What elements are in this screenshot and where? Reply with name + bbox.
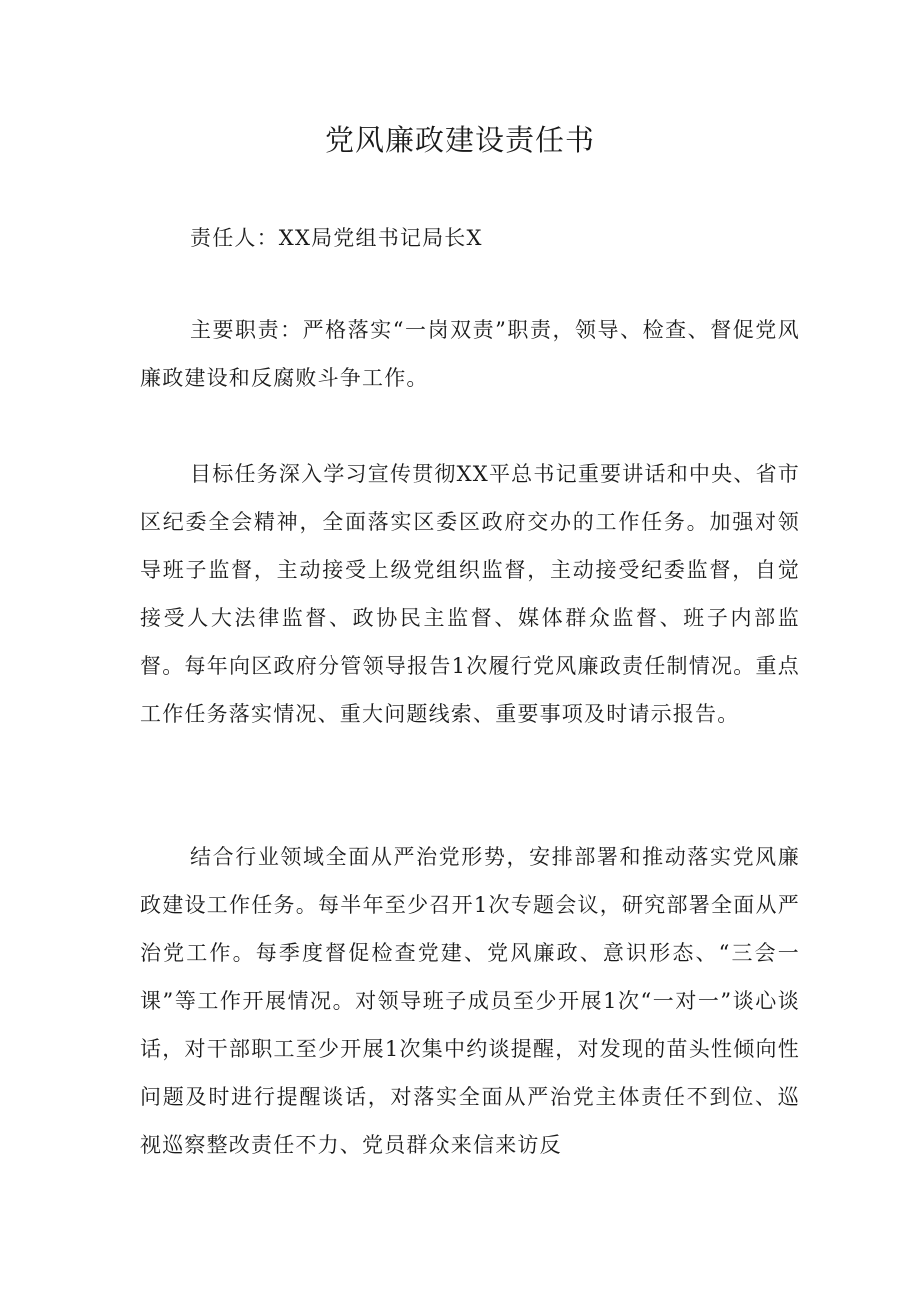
goals-tasks-paragraph: 目标任务深入学习宣传贯彻XX平总书记重要讲话和中央、省市区纪委全会精神，全面落实区委区政府交办的工作任务。加强对领导班子监督，主动接受上级党组织监督，主动接受纪委监督，自觉接受人大法律监督、政协民主监督、媒体群众监督、班子内部监督。每年向区政府分管领导报告1次履行党风廉政责任制情况。重点工作任务落实情况、重大问题线索、重要事项及时请示报告。 <box>140 462 800 726</box>
responsible-person-paragraph: 责任人：XX局党组书记局长X <box>190 226 483 250</box>
document-title: 党风廉政建设责任书 <box>324 123 595 157</box>
industry-tasks-paragraph: 结合行业领域全面从严治党形势，安排部署和推动落实党风廉政建设工作任务。每半年至少召开1次专题会议，研究部署全面从严治党工作。每季度督促检查党建、党风廉政、意识形态、“三会一课”等工作开展情况。对领导班子成员至少开展1次“一对一”谈心谈话，对干部职工至少开展1次集中约谈提醒，对发现的苗头性倾向性问题及时进行提醒谈话，对落实全面从严治党主体责任不到位、巡视巡察整改责任不力、党员群众来信来访反 <box>140 845 800 1157</box>
main-duties-paragraph: 主要职责：严格落实“一岗双责”职责，领导、检查、督促党风廉政建设和反腐败斗争工作。 <box>140 318 800 390</box>
